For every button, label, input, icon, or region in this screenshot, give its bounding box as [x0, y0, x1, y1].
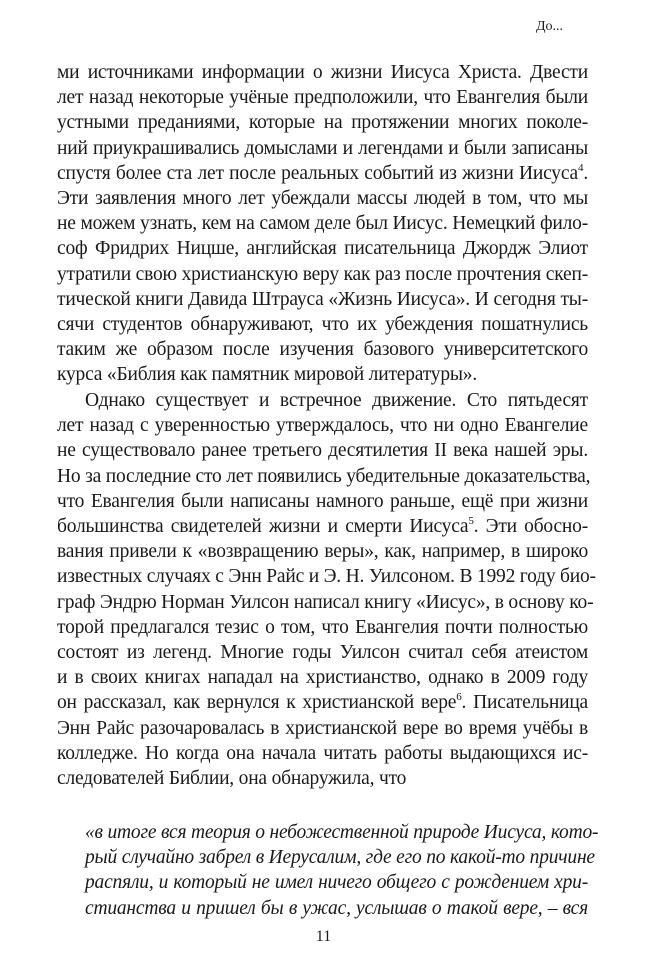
text-line: [57, 766, 588, 791]
line-text: вания привели к «возвращению веры», как, например, в широко: [57, 541, 588, 563]
line-text: и в своих книгах нападал на христианство, однако в 2009 году: [57, 667, 588, 689]
quote-line: стианства и пришел бы в ужас, услышав о такой вере, – вся: [85, 897, 588, 919]
text-line: [57, 514, 588, 539]
footnote-marker[interactable]: 4: [578, 161, 584, 174]
line-text-after: . Писательница: [461, 692, 589, 714]
text-line: [57, 590, 594, 615]
text-line: [57, 262, 588, 287]
text-line: [57, 211, 588, 236]
page-number: 11: [315, 928, 332, 945]
line-text: тической книги Давида Штрауса «Жизнь Иисуса». И сегодня ты-: [57, 288, 588, 310]
line-text: ми источниками информации о жизни Иисуса Христа. Двести: [57, 62, 588, 83]
line-text: состоят из легенд. Многие годы Уилсон считал себя атеистом: [57, 642, 588, 663]
line-text: соф Фридрих Ницше, английская писательница Джордж Элиот: [57, 238, 588, 260]
line-text: сячи студентов обнаруживают, что их убеждения пошатнулись: [57, 314, 588, 335]
text-line: [57, 413, 588, 438]
text-line: [57, 741, 588, 766]
line-text: Эти заявления много лет убеждали массы людей в том, что мы: [57, 188, 588, 209]
line-text: известных случаях с Энн Райс и Э. Н. Уилсоном. В 1992 году био-: [57, 566, 596, 588]
line-text: Но за последние сто лет появились убедительные доказательства,: [57, 465, 591, 487]
line-text: что Евангелия были написаны намного раньше, ещё при жизни: [57, 490, 588, 512]
line-text: не можем узнать, кем на самом деле был Иисус. Немецкий фило-: [57, 213, 588, 235]
text-line: [57, 564, 596, 589]
text-line: [57, 60, 588, 85]
text-line: [57, 489, 588, 514]
text-line: [57, 438, 588, 463]
line-text: спустя более ста лет после реальных событий из жизни Иисуса: [57, 162, 578, 184]
text-line: [57, 716, 588, 741]
text-line: [57, 690, 588, 715]
text-line: [85, 388, 588, 413]
text-line: [57, 136, 588, 161]
line-text: торой предлагался тезис о том, что Евангелия почти полностью: [57, 616, 588, 638]
text-line: [57, 640, 588, 665]
line-text: большинства свидетелей жизни и смерти Иисуса: [57, 516, 469, 537]
line-text: Однако существует и встречное движение. Сто пятьдесят: [85, 390, 588, 411]
line-text: устными преданиями, которые на протяжении многих поколе-: [57, 112, 588, 134]
line-text: он рассказал, как вернулся к христианской вере: [57, 692, 457, 714]
text-line: [57, 161, 588, 186]
text-line: [57, 464, 591, 489]
line-text: таким же образом после изучения базового университетского: [57, 339, 588, 361]
line-text: ний приукрашивались домыслами и легендами и были записаны: [57, 137, 588, 159]
line-text-after: .: [583, 162, 588, 184]
line-text: колледже. Но когда она начала читать работы выдающихся ис-: [57, 742, 588, 764]
line-text: лет назад с уверенностью утверждалось, что ни одно Евангелие: [57, 415, 588, 437]
quote-line: «в итоге вся теория о небожественной природе Иисуса, кото-: [85, 822, 599, 843]
text-line: [57, 236, 588, 261]
line-text: утратили свою христианскую веру как раз после прочтения скеп-: [57, 263, 588, 285]
line-text-after: . Эти обосно-: [473, 516, 588, 537]
text-line: [57, 665, 588, 690]
footnote-marker[interactable]: 5: [468, 515, 474, 527]
text-line: [57, 110, 588, 135]
text-line: [57, 362, 588, 387]
text-line: [57, 312, 588, 337]
footnote-marker[interactable]: 6: [456, 691, 462, 704]
quote-line: распяли, и который не имел ничего общего с рождением хри-: [85, 872, 588, 894]
text-line: [57, 85, 588, 110]
line-text: лет назад некоторые учёные предположили, что Евангелия были: [57, 87, 588, 109]
running-header: До...: [535, 19, 563, 34]
line-text: курса «Библия как памятник мировой литературы».: [57, 364, 478, 386]
line-text: Энн Райс разочаровалась в христианской вере во время учёбы в: [57, 717, 588, 739]
text-line: [57, 337, 588, 362]
line-text: следователей Библии, она обнаружила, что: [57, 768, 407, 789]
text-line: [57, 287, 588, 312]
line-text: граф Эндрю Норман Уилсон написал книгу «Иисус», в основу ко-: [57, 591, 594, 613]
text-line: [57, 615, 588, 640]
line-text: не существовало ранее третьего десятилетия II века нашей эры.: [57, 440, 588, 462]
text-line: [57, 539, 588, 564]
text-line: [57, 186, 588, 211]
quote-line: рый случайно забрел в Иерусалим, где его по какой-то причине: [85, 847, 595, 869]
